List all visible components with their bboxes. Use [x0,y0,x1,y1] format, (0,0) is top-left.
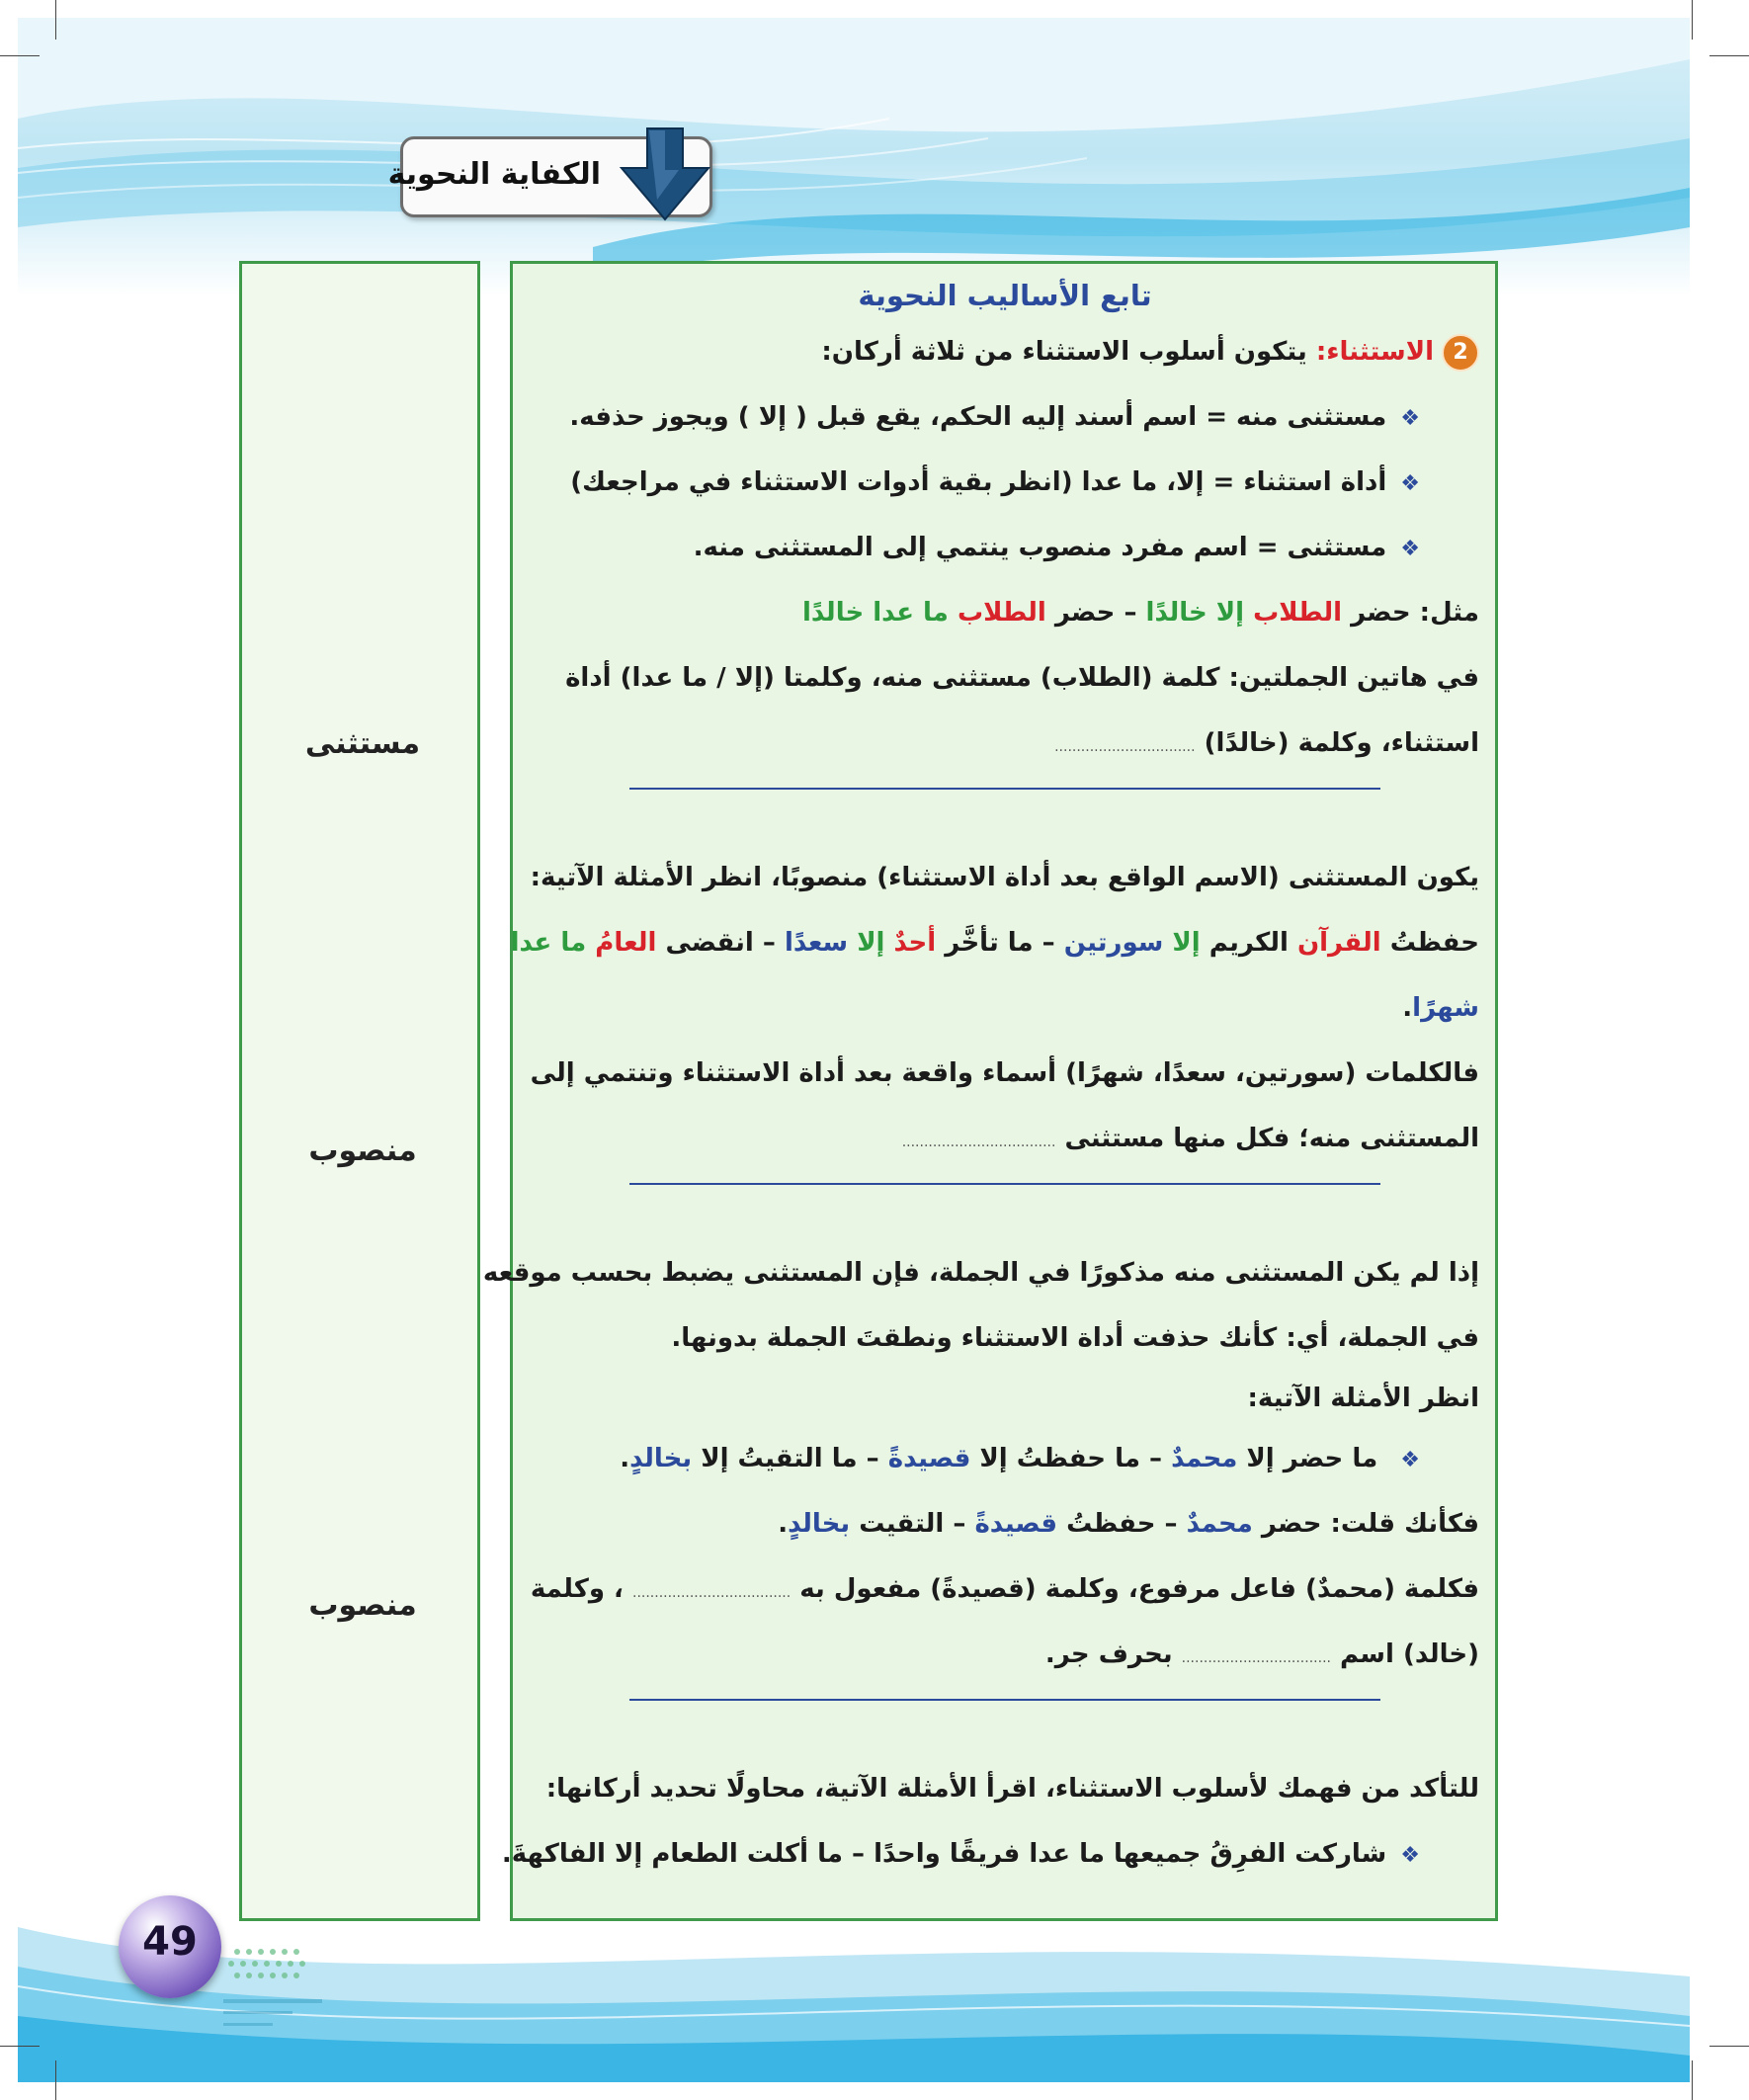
example-line: مثل: حضر الطلاب إلا خالدًا – حضر الطلاب ما عدا خالدًا [802,598,1479,628]
list-item: ❖مستثنى = اسم مفرد منصوب ينتمي إلى المستثنى منه. [693,533,1420,562]
lesson-content-box [482,261,1498,1921]
example-line: شهرًا. [1402,993,1479,1023]
margin-label: منصوب [308,1588,417,1623]
paragraph-line: فالكلمات (سورتين، سعدًا، شهرًا) أسماء واقعة بعد أداة الاستثناء وتنتمي إلى [530,1058,1479,1088]
fill-in-blank[interactable]: ................................... [901,1134,1056,1150]
crop-mark [1692,0,1693,40]
margin-label: مستثنى [304,726,421,761]
list-item: ❖أداة استثناء = إلا، ما عدا (انظر بقية أدوات الاستثناء في مراجعك) [570,467,1420,497]
crop-mark [55,0,56,40]
ministry-logo-icon [217,1932,346,2041]
top-wave-background [0,0,1749,296]
intro-text: يتكون أسلوب الاستثناء من ثلاثة أركان: [821,337,1307,367]
paragraph-line: في الجملة، أي: كأنك حذفت أداة الاستثناء ونطقتَ الجملة بدونها. [671,1323,1479,1353]
diamond-bullet-icon: ❖ [1400,1448,1420,1472]
crop-mark [55,2060,56,2100]
intro-line [531,319,1479,384]
list-item: ❖ ما حضر إلا محمدٌ – ما حفظتُ إلا قصيدةً – ما التقيتُ إلا بخالدٍ. [620,1444,1420,1473]
page-number: 49 [142,1919,198,1965]
fill-in-blank[interactable]: .................................. [1181,1650,1331,1666]
margin-answer-column [239,261,480,1921]
fill-in-blank[interactable]: .................................... [632,1585,791,1601]
list-item: ❖مستثنى منه = اسم أسند إليه الحكم، يقع قبل ( إلا ) ويجوز حذفه. [569,402,1420,432]
crop-mark [1709,55,1749,56]
margin-label: منصوب [308,1134,417,1168]
crop-mark [1709,2046,1749,2047]
list-item: ❖شاركت الفرِقُ جميعها ما عدا فريقًا واحدًا – ما أكلت الطعام إلا الفاكهةَ. [501,1839,1420,1869]
paragraph-line: (خالد) اسم .................................. بحرف جر. [1044,1639,1479,1669]
paragraph-line: يكون المستثنى (الاسم الواقع بعد أداة الاستثناء) منصوبًا، انظر الأمثلة الآتية: [530,863,1479,892]
crop-mark [1692,2060,1693,2100]
paragraph-line: إذا لم يكن المستثنى منه مذكورًا في الجملة، فإن المستثنى يضبط بحسب موقعه [482,1258,1479,1288]
diamond-bullet-icon: ❖ [1400,406,1420,431]
lesson-content [482,272,1479,1887]
crop-mark [0,55,40,56]
example-line: فكأنك قلت: حضر محمدٌ – حفظتُ قصيدةً – التقيت بخالدٍ. [778,1509,1479,1539]
page-number-badge [119,1895,221,1998]
paragraph-line: فكلمة (محمدٌ) فاعل مرفوع، وكلمة (قصيدةً) مفعول به .................................... ، وكلمة [530,1574,1479,1604]
paragraph-line: في هاتين الجملتين: كلمة (الطلاب) مستثنى منه، وكلمتا (إلا / ما عدا) أداة [565,663,1479,693]
term-label: الاستثناء: [1315,337,1434,367]
section-divider [629,1699,1380,1701]
example-line: حفظتُ القرآن الكريم إلا سورتين – ما تأخَّر أحدٌ إلا سعدًا – انقضى العامُ ما عدا [510,928,1479,958]
fill-in-blank[interactable]: ................................ [1054,739,1196,755]
paragraph-line: انظر الأمثلة الآتية: [1247,1384,1479,1413]
section-title: تابع الأساليب النحوية [858,279,1152,312]
paragraph-line: المستثنى منه؛ فكل منها مستثنى ................................... [901,1124,1479,1153]
crop-mark [0,2046,40,2047]
number-badge: 2 [1442,334,1479,372]
section-divider [629,1183,1380,1185]
paragraph-line: استثناء، وكلمة (خالدًا) ................................ [1054,728,1479,758]
diamond-bullet-icon: ❖ [1400,471,1420,496]
section-divider [629,788,1380,790]
paragraph-line: للتأكد من فهمك لأسلوب الاستثناء، اقرأ الأمثلة الآتية، محاولًا تحديد أركانها: [545,1774,1479,1804]
down-arrow-icon [611,125,719,223]
diamond-bullet-icon: ❖ [1400,1843,1420,1868]
chapter-title: الكفاية النحوية [387,157,601,192]
diamond-bullet-icon: ❖ [1400,537,1420,561]
